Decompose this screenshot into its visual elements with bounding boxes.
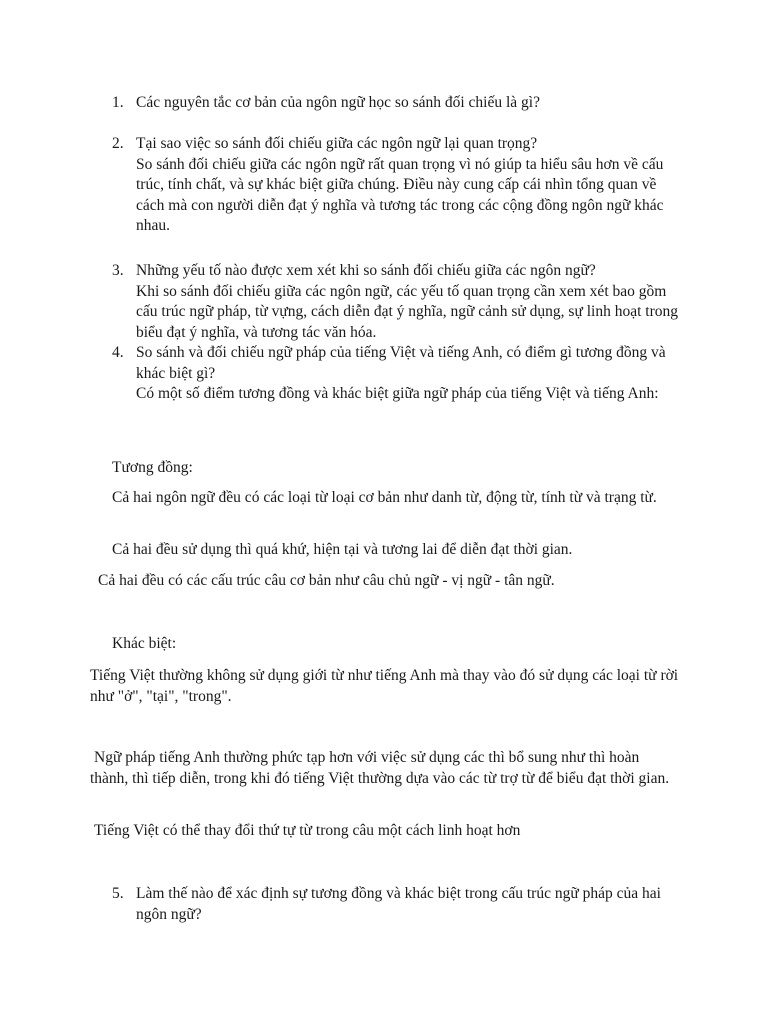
- question-text: Các nguyên tắc cơ bản của ngôn ngữ học so sánh đối chiếu là gì?: [136, 94, 540, 111]
- question-text: Những yếu tố nào được xem xét khi so sánh đối chiếu giữa các ngôn ngữ?: [136, 262, 596, 279]
- difference-point: Tiếng Việt thường không sử dụng giới từ như tiếng Anh mà thay vào đó sử dụng các loại từ rời như "ở", "tại", "trong".: [90, 667, 679, 705]
- list-number: 2.: [112, 135, 124, 152]
- list-number: 4.: [112, 344, 124, 361]
- list-number: 3.: [112, 262, 124, 279]
- list-number: 5.: [112, 885, 124, 902]
- difference-point: Ngữ pháp tiếng Anh thường phức tạp hơn với việc sử dụng các thì bổ sung như thì hoàn thành, thì tiếp diễn, trong khi đó tiếng Việt thường dựa vào các từ trợ từ để biểu đạt thời gian.: [90, 749, 670, 787]
- answer-text: Có một số điểm tương đồng và khác biệt giữa ngữ pháp của tiếng Việt và tiếng Anh:: [136, 385, 659, 402]
- similarity-point: Cả hai ngôn ngữ đều có các loại từ loại cơ bản như danh từ, động từ, tính từ và trạng từ.: [112, 489, 657, 506]
- differences-heading: Khác biệt:: [112, 635, 177, 652]
- list-item-3: [112, 261, 682, 343]
- answer-text: So sánh đối chiếu giữa các ngôn ngữ rất quan trọng vì nó giúp ta hiểu sâu hơn về cấu trúc, tính chất, và sự khác biệt giữa chúng. Điều này cung cấp cái nhìn tổng quan về cách mà con người diễn đạt ý nghĩa và tương tác trong các cộng đồng ngôn ngữ khác nhau.: [136, 155, 664, 234]
- question-text: Làm thế nào để xác định sự tương đồng và khác biệt trong cấu trúc ngữ pháp của hai ngôn ngữ?: [136, 885, 661, 923]
- similarities-heading: Tương đồng:: [112, 459, 193, 476]
- question-text: Tại sao việc so sánh đối chiếu giữa các ngôn ngữ lại quan trọng?: [136, 135, 538, 152]
- list-item-1: [112, 93, 682, 114]
- list-item-2: [112, 134, 682, 237]
- answer-text: Khi so sánh đối chiếu giữa các ngôn ngữ, các yếu tố quan trọng cần xem xét bao gồm cấu trúc ngữ pháp, từ vựng, cách diễn đạt ý nghĩa, ngữ cảnh sử dụng, sự linh hoạt trong biểu đạt ý nghĩa, và tương tác văn hóa.: [136, 282, 678, 341]
- difference-point: Tiếng Việt có thể thay đổi thứ tự từ trong câu một cách linh hoạt hơn: [94, 822, 521, 839]
- question-text: So sánh và đối chiếu ngữ pháp của tiếng Việt và tiếng Anh, có điểm gì tương đồng và khác biệt gì?: [136, 344, 666, 382]
- similarity-point: Cả hai đều sử dụng thì quá khứ, hiện tại và tương lai để diễn đạt thời gian.: [112, 541, 573, 558]
- list-item-4: [112, 343, 682, 405]
- similarity-point: Cả hai đều có các cấu trúc câu cơ bản như câu chủ ngữ - vị ngữ - tân ngữ.: [98, 572, 555, 589]
- list-item-5: [112, 884, 682, 925]
- list-number: 1.: [112, 94, 124, 111]
